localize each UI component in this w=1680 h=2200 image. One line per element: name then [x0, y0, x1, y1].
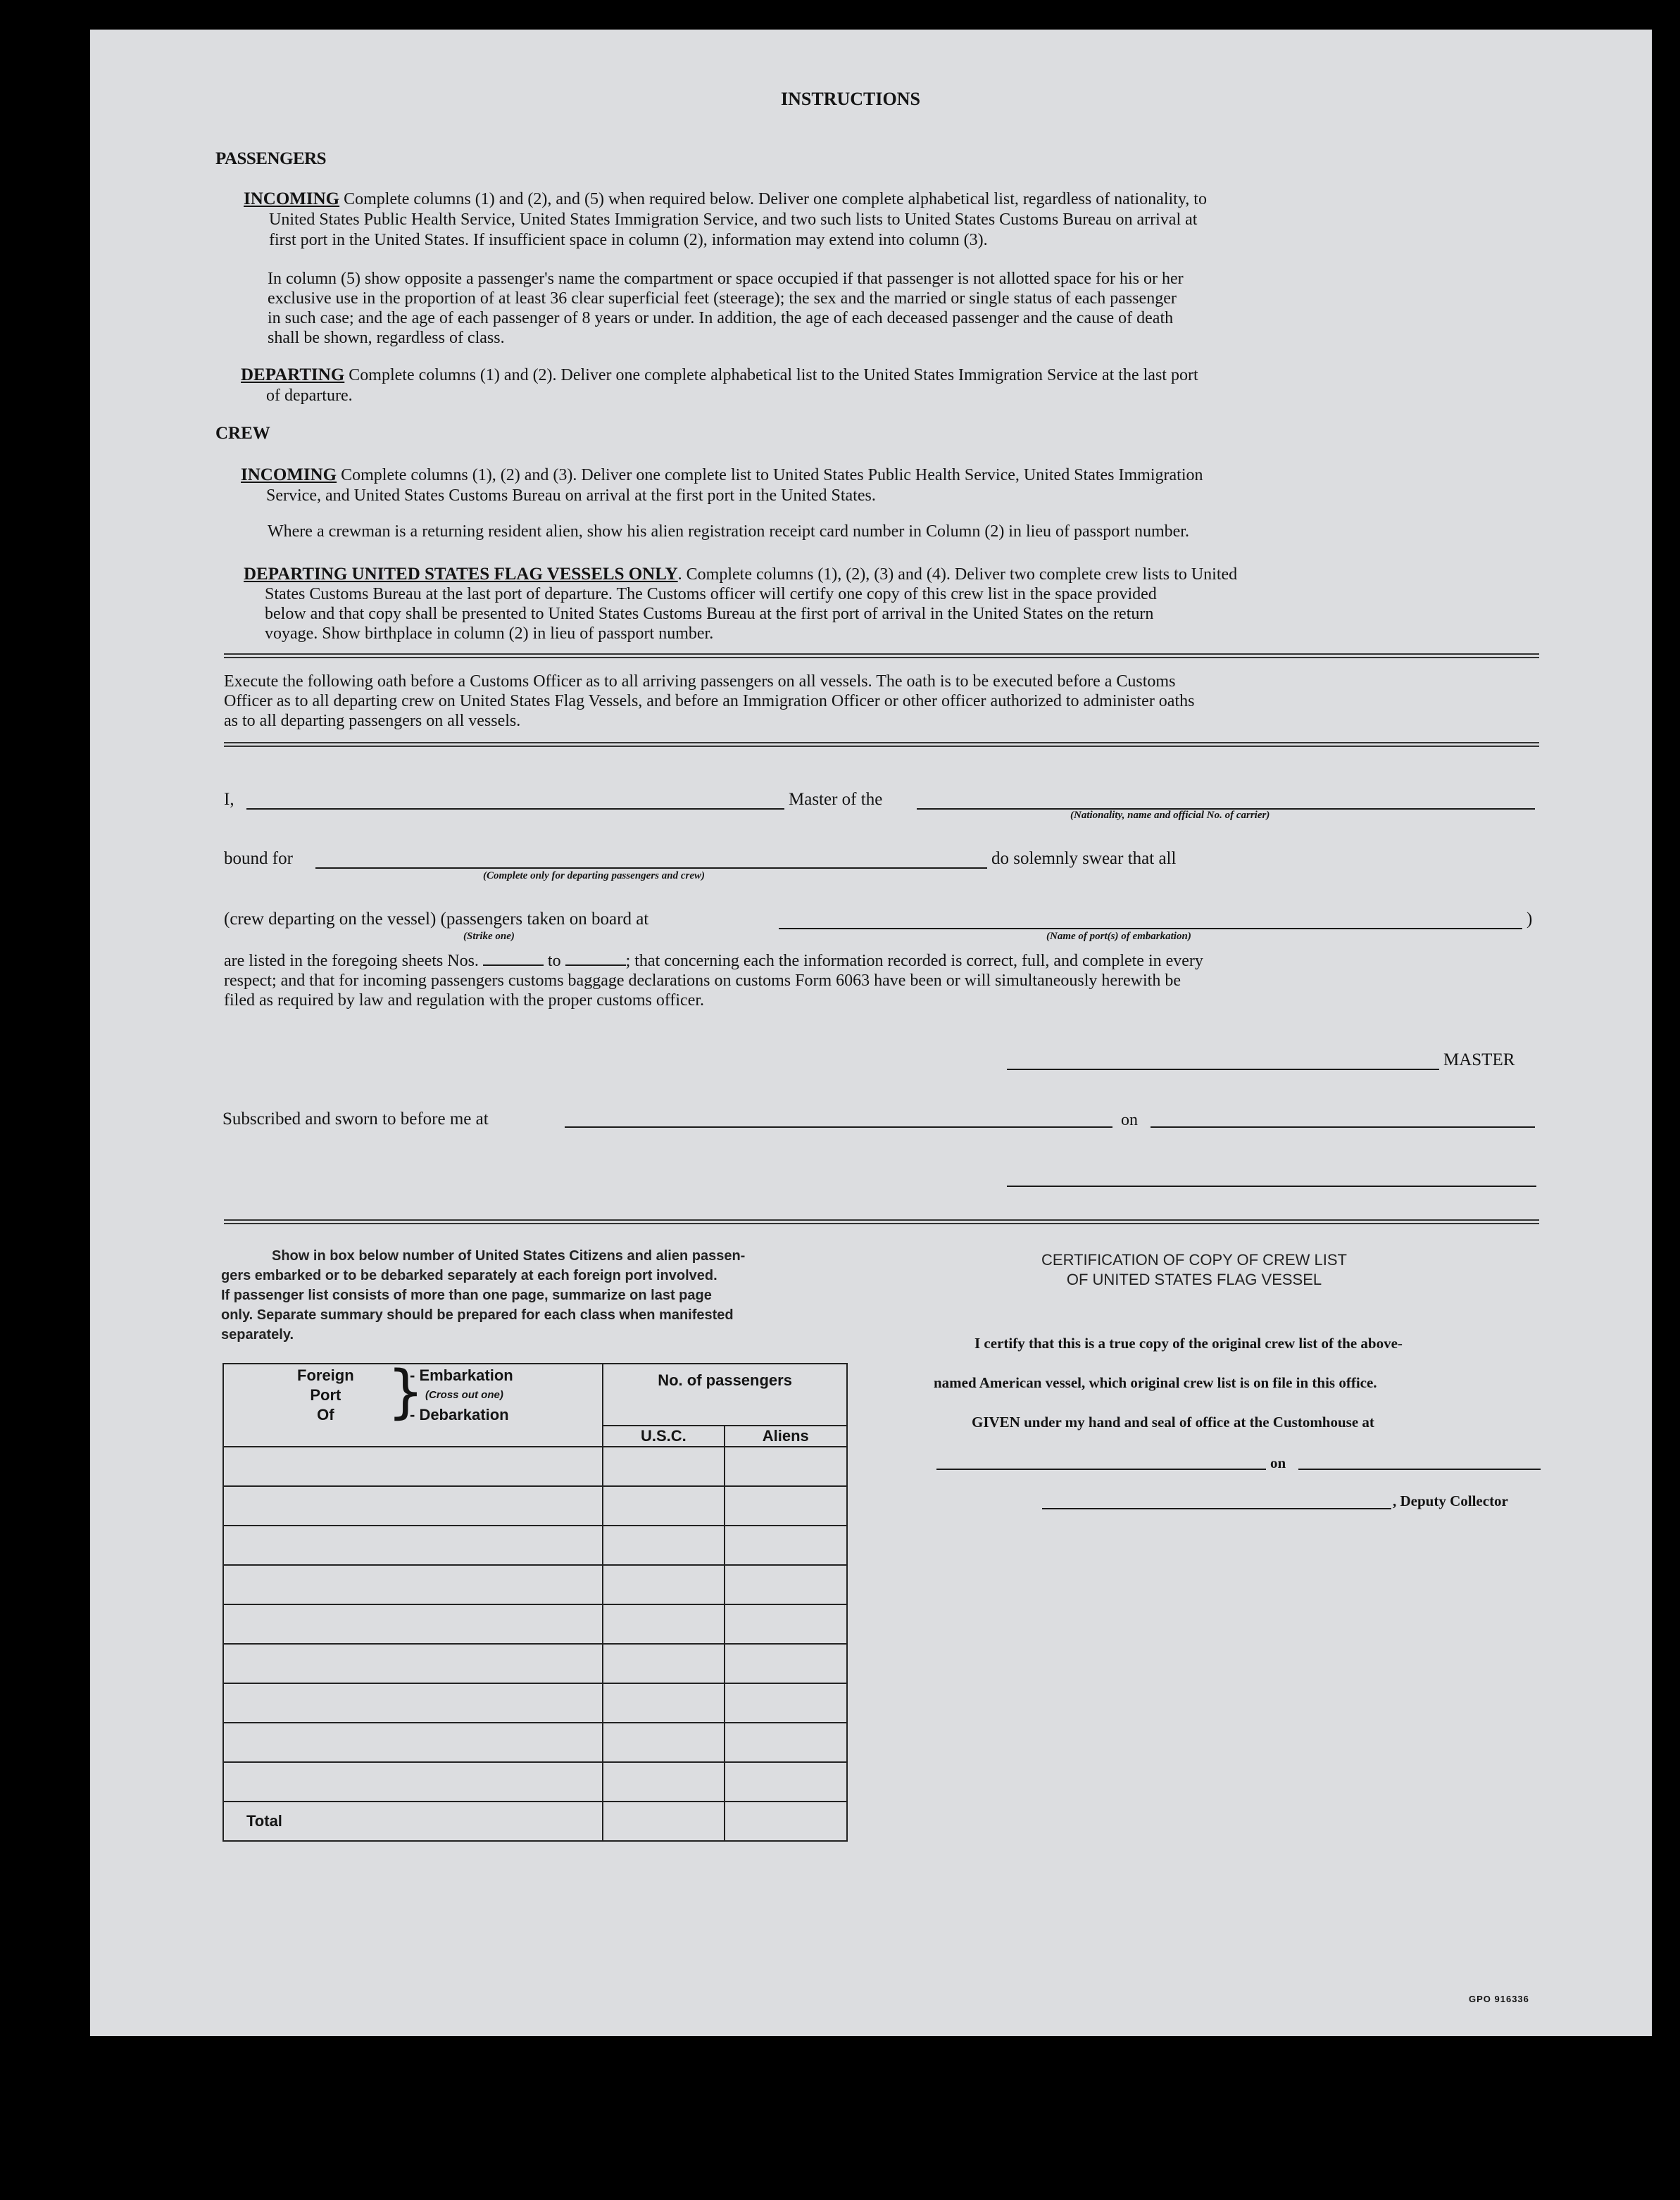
deputy-collector-signature-line[interactable]	[1042, 1508, 1391, 1509]
sworn-date-field[interactable]	[1151, 1126, 1535, 1128]
port-cell[interactable]	[223, 1683, 603, 1723]
port-cell[interactable]	[223, 1644, 603, 1683]
oath-instructions-line-3: as to all departing passengers on all vessels.	[224, 712, 521, 730]
table-row	[223, 1762, 847, 1802]
table-row	[223, 1565, 847, 1604]
table-row	[223, 1526, 847, 1565]
filed-line: filed as required by law and regulation with the proper customs officer.	[224, 991, 705, 1010]
crew-departing-line-2: States Customs Bureau at the last port of departure. The Customs officer will certify one copy of this crew list in the space provided	[265, 585, 1157, 603]
crew-departing-label: DEPARTING UNITED STATES FLAG VESSELS ONLY	[244, 565, 678, 584]
passengers-departing-paragraph	[241, 365, 1593, 406]
aliens-cell[interactable]	[725, 1486, 847, 1526]
aliens-cell[interactable]	[725, 1604, 847, 1644]
crew-incoming-line-1: Complete columns (1), (2) and (3). Deliver one complete list to United States Public Health Service, United States Immigration	[341, 466, 1203, 484]
table-row	[223, 1644, 847, 1683]
usc-cell[interactable]	[603, 1486, 724, 1526]
column5-line-2: exclusive use in the proportion of at least 36 clear superficial feet (steerage); the sex and the married or single status of each passenger	[268, 289, 1177, 308]
port-cell[interactable]	[223, 1604, 603, 1644]
crew-departing-line-1: . Complete columns (1), (2), (3) and (4). Deliver two complete crew lists to United	[677, 565, 1238, 584]
usc-cell[interactable]	[603, 1683, 724, 1723]
port-label: Port	[310, 1386, 341, 1404]
to-label: to	[547, 952, 561, 970]
aliens-cell[interactable]	[725, 1565, 847, 1604]
crew-departing-choice: (crew departing on the vessel) (passengers taken on board at	[224, 910, 649, 929]
aliens-cell[interactable]	[725, 1644, 847, 1683]
aliens-cell[interactable]	[725, 1447, 847, 1486]
form-page	[90, 30, 1652, 2036]
usc-cell[interactable]	[603, 1723, 724, 1762]
sheet-from-field[interactable]	[483, 950, 544, 966]
officer-signature-line[interactable]	[1007, 1186, 1536, 1187]
column5-line-4: shall be shown, regardless of class.	[268, 329, 505, 347]
master-name-field[interactable]	[246, 808, 784, 810]
solemnly-swear-text: do solemnly swear that all	[991, 849, 1177, 868]
bound-for-field[interactable]	[315, 867, 987, 869]
foreign-port-header	[223, 1359, 603, 1447]
usc-total-cell[interactable]	[603, 1802, 724, 1841]
bound-for-label: bound for	[224, 849, 293, 868]
summary-instructions	[221, 1246, 745, 1345]
no-of-passengers-header: No. of passengers	[603, 1364, 847, 1426]
oath-instructions-line-2: Officer as to all departing crew on United States Flag Vessels, and before an Immigration Officer or other officer authorized to administer oaths	[224, 692, 1195, 710]
summary-line-5: separately.	[221, 1327, 294, 1343]
usc-cell[interactable]	[603, 1526, 724, 1565]
crew-departing-line-4: voyage. Show birthplace in column (2) in lieu of passport number.	[265, 624, 714, 643]
table-header-row	[223, 1364, 847, 1426]
port-cell[interactable]	[223, 1447, 603, 1486]
aliens-header: Aliens	[725, 1426, 847, 1447]
crew-incoming-label: INCOMING	[241, 465, 337, 484]
passengers-departing-line-2: of departure.	[266, 386, 353, 405]
passengers-incoming-label: INCOMING	[244, 189, 340, 208]
crew-departing-line-3: below and that copy shall be presented to United States Customs Bureau at the first port of arrival in the United States on the return	[265, 605, 1154, 623]
port-caption: (Name of port(s) of embarkation)	[1046, 931, 1191, 942]
certification-title	[1018, 1250, 1370, 1290]
summary-line-2: gers embarked or to be debarked separately at each foreign port involved.	[221, 1268, 717, 1283]
listed-statement	[224, 950, 1562, 1010]
certification-on-label: on	[1270, 1454, 1286, 1471]
usc-header: U.S.C.	[603, 1426, 724, 1447]
listed-text-pre: are listed in the foregoing sheets Nos.	[224, 952, 479, 970]
sworn-place-field[interactable]	[565, 1126, 1112, 1128]
aliens-total-cell[interactable]	[725, 1802, 847, 1841]
summary-line-3: If passenger list consists of more than one page, summarize on last page	[221, 1288, 712, 1303]
master-signature-line[interactable]	[1007, 1069, 1439, 1070]
usc-cell[interactable]	[603, 1644, 724, 1683]
total-label: Total	[223, 1802, 603, 1841]
passengers-incoming-line-1: Complete columns (1) and (2), and (5) when required below. Deliver one complete alphabetical list, regardless of nationality, to	[344, 190, 1207, 208]
aliens-cell[interactable]	[725, 1762, 847, 1802]
page-title: INSTRUCTIONS	[781, 89, 920, 109]
port-cell[interactable]	[223, 1526, 603, 1565]
column5-line-1: In column (5) show opposite a passenger's name the compartment or space occupied if that passenger is not allotted space for his or her	[268, 270, 1184, 288]
divider	[224, 653, 1539, 658]
crew-incoming-line-2: Service, and United States Customs Bureau on arrival at the first port in the United States.	[266, 486, 876, 505]
passengers-departing-label: DEPARTING	[241, 365, 345, 384]
oath-i-label: I,	[224, 790, 234, 809]
crew-incoming-paragraph	[241, 465, 1593, 506]
certification-title-line-2: OF UNITED STATES FLAG VESSEL	[1066, 1271, 1322, 1288]
foreign-label: Foreign	[297, 1366, 354, 1384]
close-paren: )	[1527, 910, 1533, 929]
certification-title-line-1: CERTIFICATION OF COPY OF CREW LIST	[1041, 1251, 1347, 1269]
subscribed-label: Subscribed and sworn to before me at	[222, 1110, 489, 1129]
table-row	[223, 1683, 847, 1723]
usc-cell[interactable]	[603, 1565, 724, 1604]
carrier-caption: (Nationality, name and official No. of carrier)	[1070, 810, 1270, 821]
table-row	[223, 1447, 847, 1486]
embarkation-label[interactable]: - Embarkation	[410, 1366, 513, 1384]
resident-alien-text: Where a crewman is a returning resident alien, show his alien registration receipt card number in Column (2) in lieu of passport number.	[268, 522, 1189, 541]
oath-instructions-line-1: Execute the following oath before a Customs Officer as to all arriving passengers on all vessels. The oath is to be executed before a Customs	[224, 672, 1176, 691]
certification-line-1: I certify that this is a true copy of the original crew list of the above-	[974, 1335, 1403, 1352]
usc-cell[interactable]	[603, 1447, 724, 1486]
divider	[224, 742, 1539, 747]
table-row	[223, 1486, 847, 1526]
summary-line-1: Show in box below number of United States Citizens and alien passen-	[272, 1248, 746, 1264]
passengers-heading: PASSENGERS	[215, 149, 327, 168]
on-label: on	[1121, 1111, 1138, 1129]
embarkation-port-field[interactable]	[779, 928, 1522, 929]
brace-icon: }	[387, 1359, 425, 1426]
deputy-collector-label: , Deputy Collector	[1393, 1492, 1508, 1509]
passengers-incoming-line-3: first port in the United States. If insufficient space in column (2), information may extend into column (3).	[269, 231, 988, 249]
strike-one-caption: (Strike one)	[463, 931, 515, 942]
listed-text-post: ; that concerning each the information recorded is correct, full, and complete in every	[625, 952, 1203, 970]
respect-line: respect; and that for incoming passengers customs baggage declarations on customs Form 6063 have been or will simultaneously herewith be	[224, 972, 1181, 990]
crew-departing-paragraph	[244, 565, 1596, 643]
table-row	[223, 1723, 847, 1762]
certification-line-2: named American vessel, which original crew list is on file in this office.	[934, 1374, 1377, 1391]
bound-for-caption: (Complete only for departing passengers and crew)	[483, 870, 705, 881]
oath-instructions	[224, 672, 1562, 731]
port-cell[interactable]	[223, 1565, 603, 1604]
passengers-incoming-paragraph	[244, 189, 1596, 251]
summary-line-4: only. Separate summary should be prepared for each class when manifested	[221, 1307, 734, 1323]
certification-date-field[interactable]	[1298, 1469, 1541, 1470]
column5-paragraph	[268, 269, 1605, 348]
crew-heading: CREW	[215, 424, 270, 443]
master-label: MASTER	[1443, 1050, 1515, 1069]
aliens-cell[interactable]	[725, 1723, 847, 1762]
certification-line-3: GIVEN under my hand and seal of office at the Customhouse at	[972, 1414, 1374, 1431]
divider	[224, 1219, 1539, 1224]
total-row	[223, 1802, 847, 1841]
debarkation-label[interactable]: - Debarkation	[410, 1406, 509, 1423]
column5-line-3: in such case; and the age of each passenger of 8 years or under. In addition, the age of each deceased passenger and the cause of death	[268, 309, 1174, 327]
aliens-cell[interactable]	[725, 1683, 847, 1723]
usc-cell[interactable]	[603, 1604, 724, 1644]
of-label: Of	[317, 1406, 334, 1423]
passenger-summary-table	[222, 1359, 848, 1842]
sheet-to-field[interactable]	[565, 950, 626, 966]
passengers-departing-line-1: Complete columns (1) and (2). Deliver one complete alphabetical list to the United States Immigration Service at the last port	[349, 366, 1198, 384]
port-cell[interactable]	[223, 1762, 603, 1802]
master-of-the-label: Master of the	[789, 790, 883, 809]
cross-out-caption: (Cross out one)	[425, 1389, 503, 1401]
passengers-incoming-line-2: United States Public Health Service, United States Immigration Service, and two such lists to United States Customs Bureau on arrival at	[269, 210, 1198, 229]
gpo-number: GPO 916336	[1469, 1994, 1529, 2004]
port-cell[interactable]	[223, 1723, 603, 1762]
port-cell[interactable]	[223, 1486, 603, 1526]
usc-cell[interactable]	[603, 1762, 724, 1802]
aliens-cell[interactable]	[725, 1526, 847, 1565]
table-row	[223, 1604, 847, 1644]
customhouse-field[interactable]	[936, 1469, 1266, 1470]
